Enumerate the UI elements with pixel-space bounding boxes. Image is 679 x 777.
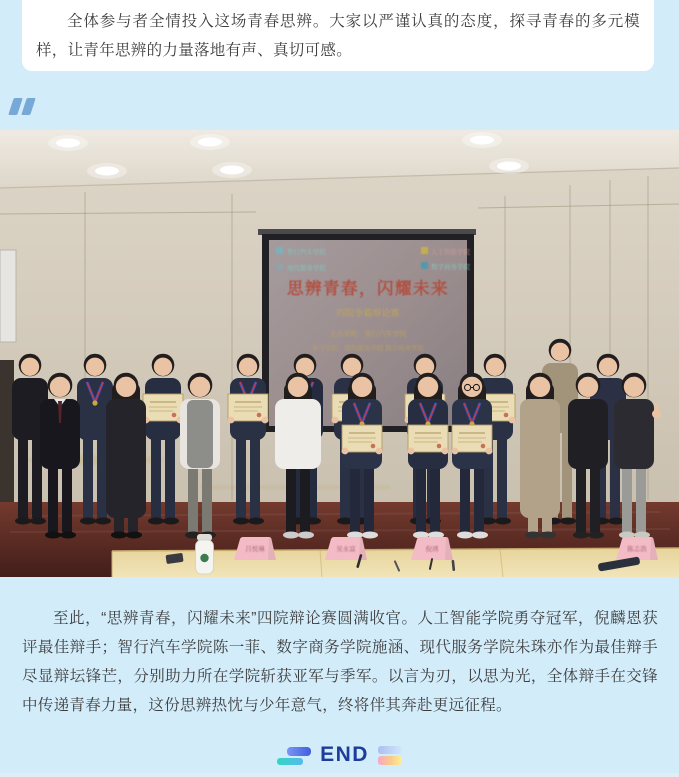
- name-card: [234, 537, 276, 560]
- quote-bar: [21, 98, 36, 115]
- end-label: END: [320, 743, 369, 766]
- group-photo[interactable]: [0, 130, 679, 577]
- quote-bar: [8, 98, 23, 115]
- screen-logo-right-1: 人工智能学院: [431, 249, 470, 256]
- screen-logo-right-2: 数字商务学院: [431, 264, 470, 271]
- screen-title: 思辨青春，闪耀未来: [287, 280, 449, 298]
- screen-subtitle: 四院争霸辩论赛: [336, 308, 400, 318]
- group-photo-illustration: [0, 130, 679, 577]
- quote-mark-icon: [11, 98, 33, 115]
- svg-text:吴永富: 吴永富: [336, 546, 356, 553]
- end-deco-right-icon: [378, 746, 402, 765]
- end-deco-left-icon: [277, 745, 311, 765]
- screen-line2: 参与学院：现代服务学院 数字商务学院: [311, 345, 425, 352]
- screen-logo-left-1: 智行汽车学院: [287, 249, 326, 256]
- name-card: [411, 537, 453, 560]
- outro-block: [22, 604, 658, 720]
- screen-logo-left-2: 现代服务学院: [287, 265, 326, 272]
- outro-paragraph: 至此，“思辨青春，闪耀未来”四院辩论赛圆满收官。人工智能学院勇夺冠军，倪麟恩获评最佳辩手；智行汽车学院陈一菲、数字商务学院施涵、现代服务学院朱珠亦作为最佳辩手尽显辩坛锋芒，分别助力所在学院斩获亚军与季军。以言为刃，以思为光，全体辩手在交锋中传递青春力量，这份思辨热忱与少年意气，终将伴其奔赴更远征程。: [22, 610, 658, 714]
- svg-text:倪琇: 倪琇: [425, 546, 439, 553]
- person: [520, 373, 560, 539]
- intro-card: [22, 0, 654, 71]
- next-section-edge: [0, 773, 679, 777]
- name-card: [616, 537, 658, 560]
- thermos-bottle: [196, 534, 214, 574]
- person: [106, 373, 146, 539]
- screen-line1: 主办学院：智行汽车学院: [329, 331, 407, 338]
- intro-paragraph: 全体参与者全情投入这场青春思辨。大家以严谨认真的态度，探寻青春的多元模样，让青年思辨的力量落地有声、真切可感。: [36, 13, 640, 59]
- svg-text:吕悦琳: 吕悦琳: [245, 546, 265, 553]
- svg-text:陈志浩: 陈志浩: [627, 546, 647, 553]
- left-whiteboard: [0, 250, 16, 342]
- end-marker: [0, 743, 679, 767]
